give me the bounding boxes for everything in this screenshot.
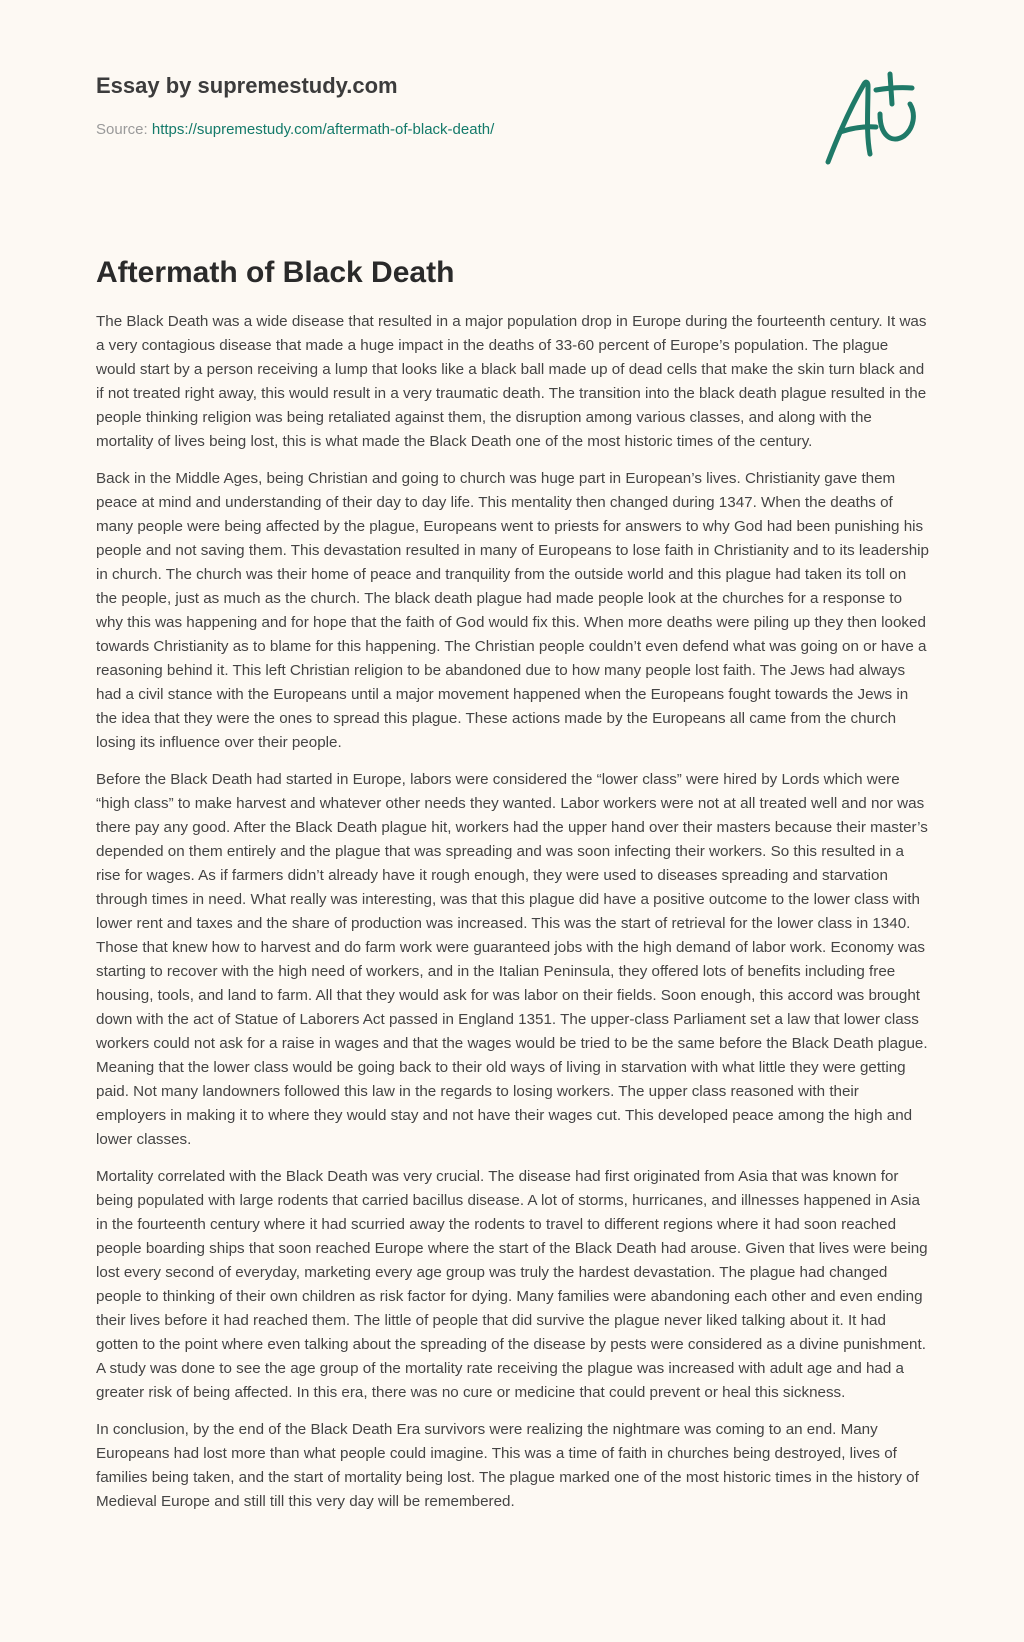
- essay-paragraph-3: Before the Black Death had started in Europe, labors were considered the “lower class” were hired by Lords which were “high class” to make harvest and whatever other needs they wanted. Labor workers were not at all treated well and nor was there pay any good. After the Black Death plague hit, workers had the upper hand over their masters because their master’s depended on them entirely and the plague that was spreading and was soon infecting their workers. So this resulted in a rise for wages. As if farmers didn’t already have it rough enough, they were used to diseases spreading and starvation through times in need. What really was interesting, was that this plague did have a positive outcome to the lower class with lower rent and taxes and the share of production was increased. This was the start of retrieval for the lower class in 1340. Those that knew how to harvest and do farm work were guaranteed jobs with the high demand of labor work. Economy was starting to recover with the high need of workers, and in the Italian Peninsula, they offered lots of benefits including free housing, tools, and land to farm. All that they would ask for was labor on their fields. Soon enough, this accord was brought down with the act of Statue of Laborers Act passed in England 1351. The upper-class Parliament set a law that lower class workers could not ask for a raise in wages and that the wages would be tried to be the same before the Black Death plague. Meaning that the lower class would be going back to their old ways of living in starvation with what little they were getting paid. Not many landowners followed this law in the regards to losing workers. The upper class reasoned with their employers in making it to where they would stay and not have their wages cut. This developed peace among the high and lower classes.: [96, 771, 928, 1148]
- source-line: [96, 120, 796, 140]
- source-label: Source:: [96, 121, 152, 138]
- essay-title: Aftermath of Black Death: [96, 256, 455, 289]
- essay-paragraph-2: Back in the Middle Ages, being Christian and going to church was huge part in European’s lives. Christianity gave them peace at mind and understanding of their day to day life. This mentality then changed during 1347. When the deaths of many people were being affected by the plague, Europeans went to priests for answers to why God had been punishing his people and not saving them. This devastation resulted in many of Europeans to lose faith in Christianity and to its leadership in church. The church was their home of peace and tranquility from the outside world and this plague had taken its toll on the people, just as much as the church. The black death plague had made people look at the churches for a response to why this was happening and for hope that the faith of God would fix this. When more deaths were piling up they then looked towards Christianity as to blame for this happening. The Christian people couldn’t even defend what was going on or have a reasoning behind it. This left Christian religion to be abandoned due to how many people lost faith. The Jews had always had a civil stance with the Europeans until a major movement happened when the Europeans fought towards the Jews in the idea that they were the ones to spread this plague. These actions made by the Europeans all came from the church losing its influence over their people.: [96, 470, 929, 751]
- a-plus-logo-icon: [820, 70, 930, 170]
- essay-body: [96, 310, 930, 1527]
- essay-paragraph-1: The Black Death was a wide disease that resulted in a major population drop in Europe during the fourteenth century. It was a very contagious disease that made a huge impact in the deaths of 33-60 percent of Europe’s population. The plague would start by a person receiving a lump that looks like a black ball made up of dead cells that make the skin turn black and if not treated right away, this would result in a very traumatic death. The transition into the black death plague resulted in the people thinking religion was being retaliated against them, the disruption among various classes, and along with the mortality of lives being lost, this is what made the Black Death one of the most historic times of the century.: [96, 313, 927, 450]
- source-link[interactable]: https://supremestudy.com/aftermath-of-black-death/: [151, 121, 495, 138]
- page-header: [96, 72, 796, 140]
- essay-paragraph-4: Mortality correlated with the Black Death was very crucial. The disease had first originated from Asia that was known for being populated with large rodents that carried bacillus disease. A lot of storms, hurricanes, and illnesses happened in Asia in the fourteenth century where it had scurried away the rodents to travel to different regions where it had soon reached people boarding ships that soon reached Europe where the start of the Black Death had arouse. Given that lives were being lost every second of everyday, marketing every age group was truly the hardest devastation. The plague had changed people to thinking of their own children as risk factor for dying. Many families were abandoning each other and even ending their lives before it had reached them. The little of people that did survive the plague never liked talking about it. It had gotten to the point where even talking about the spreading of the disease by pests were considered as a divine punishment. A study was done to see the age group of the mortality rate receiving the plague was increased with adult age and had a greater risk of being affected. In this era, there was no cure or medicine that could prevent or heal this sickness.: [96, 1168, 928, 1401]
- essay-paragraph-5: In conclusion, by the end of the Black Death Era survivors were realizing the nightmare was coming to an end. Many Europeans had lost more than what people could imagine. This was a time of faith in churches being destroyed, lives of families being taken, and the start of mortality being lost. The plague marked one of the most historic times in the history of Medieval Europe and still till this very day will be remembered.: [96, 1421, 919, 1510]
- site-title: Essay by supremestudy.com: [96, 73, 398, 98]
